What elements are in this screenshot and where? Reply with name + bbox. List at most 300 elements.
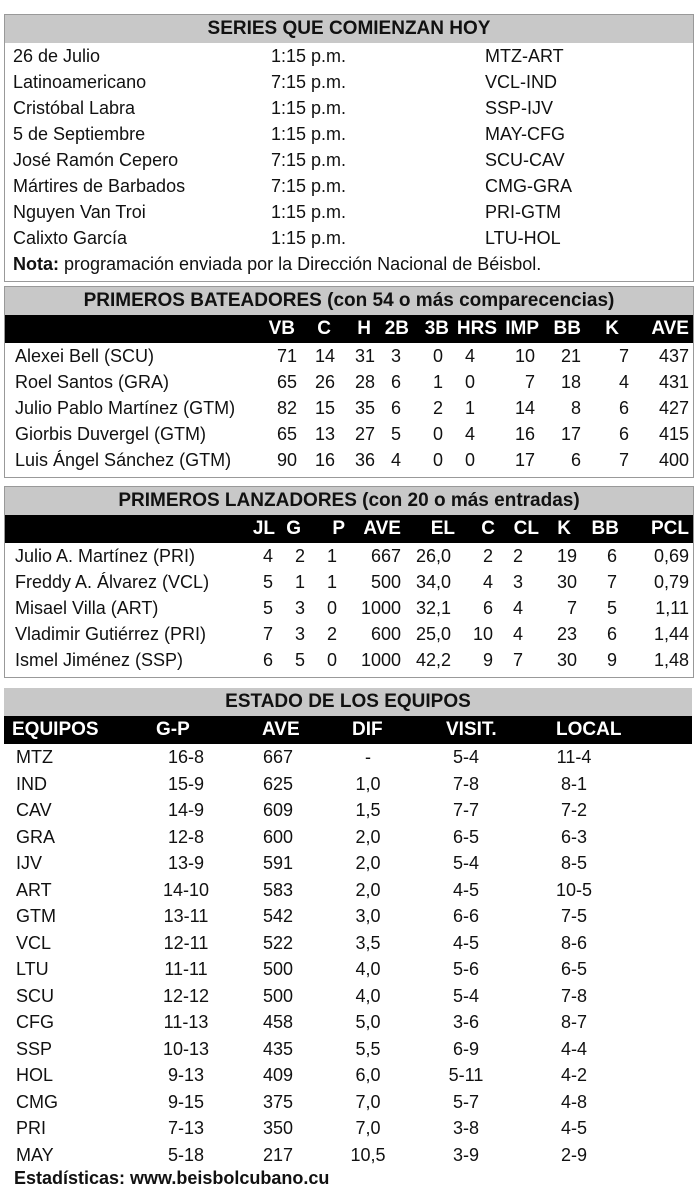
team-g-p: 12-12 bbox=[162, 985, 210, 1006]
team-visit: 7-7 bbox=[452, 800, 479, 820]
team-dif: 7,0 bbox=[355, 1091, 381, 1112]
stat-cl: 4 bbox=[512, 598, 523, 618]
start-time: 1:15 p.m. bbox=[271, 98, 347, 118]
team-local: 8-1 bbox=[560, 773, 587, 794]
pitchers-col-g: G bbox=[286, 518, 301, 539]
pitcher-row bbox=[5, 621, 693, 647]
stat-vb: 82 bbox=[276, 398, 297, 418]
batters-col-imp: IMP bbox=[505, 318, 539, 339]
stat-c: 13 bbox=[314, 424, 335, 444]
team-local: 8-5 bbox=[560, 853, 587, 873]
team-local: 2-9 bbox=[560, 1144, 587, 1165]
team-visit: 6-6 bbox=[452, 906, 479, 926]
stat-jl: 5 bbox=[262, 572, 273, 592]
stadium-name: 26 de Julio bbox=[13, 46, 101, 66]
note-label: Nota: bbox=[13, 254, 59, 274]
standings-col-equipos: EQUIPOS bbox=[12, 719, 99, 740]
stat-vb: 65 bbox=[276, 424, 297, 444]
team-code: IND bbox=[16, 773, 47, 794]
batters-section bbox=[4, 286, 694, 478]
standings-section bbox=[4, 688, 692, 1194]
series-row bbox=[5, 199, 693, 225]
team-row bbox=[4, 1009, 692, 1036]
pitchers-col-cl: CL bbox=[513, 518, 539, 539]
team-g-p: 12-8 bbox=[167, 826, 205, 847]
stat-h: 28 bbox=[354, 372, 375, 392]
team-ave: 667 bbox=[262, 747, 294, 767]
pitchers-section bbox=[4, 486, 694, 678]
stat-k: 7 bbox=[618, 450, 629, 470]
player-name: Freddy A. Álvarez (VCL) bbox=[15, 572, 210, 592]
stat-c: 14 bbox=[314, 346, 335, 366]
team-g-p: 12-11 bbox=[163, 932, 209, 953]
player-name: Julio A. Martínez (PRI) bbox=[15, 546, 196, 566]
team-local: 4-8 bbox=[560, 1091, 587, 1112]
stat-c: 16 bbox=[314, 450, 335, 470]
start-time: 1:15 p.m. bbox=[271, 124, 347, 144]
team-local: 7-2 bbox=[560, 800, 587, 820]
team-visit: 3-8 bbox=[452, 1118, 479, 1138]
stat-bb: 6 bbox=[570, 450, 581, 470]
team-code: CFG bbox=[16, 1012, 54, 1032]
team-g-p: 9-15 bbox=[167, 1091, 205, 1112]
stat-3b: 2 bbox=[432, 398, 443, 418]
stadium-name: José Ramón Cepero bbox=[13, 150, 179, 170]
standings-title: ESTADO DE LOS EQUIPOS bbox=[4, 688, 692, 716]
stat-ave: 1000 bbox=[360, 598, 401, 618]
batters-col-k: K bbox=[605, 318, 619, 339]
stadium-name: Cristóbal Labra bbox=[13, 98, 136, 118]
stat-pcl: 0,69 bbox=[653, 546, 689, 566]
team-code: GRA bbox=[16, 826, 56, 847]
stat-el: 34,0 bbox=[415, 572, 451, 592]
team-local: 6-5 bbox=[560, 959, 587, 979]
player-name: Misael Villa (ART) bbox=[15, 598, 159, 618]
team-ave: 583 bbox=[262, 879, 294, 900]
team-ave: 600 bbox=[262, 826, 294, 847]
stadium-name: 5 de Septiembre bbox=[13, 124, 146, 144]
team-ave: 625 bbox=[262, 773, 294, 794]
stat-k: 30 bbox=[556, 572, 577, 592]
pitchers-title: PRIMEROS LANZADORES (con 20 o más entradas) bbox=[5, 487, 693, 515]
team-g-p: 13-11 bbox=[163, 906, 209, 926]
stat-c: 26 bbox=[314, 372, 335, 392]
series-row bbox=[5, 43, 693, 69]
start-time: 1:15 p.m. bbox=[271, 202, 347, 222]
team-visit: 5-7 bbox=[452, 1091, 479, 1112]
batters-col-ave: AVE bbox=[651, 318, 689, 339]
team-row bbox=[4, 1089, 692, 1116]
team-dif: - bbox=[365, 747, 371, 767]
start-time: 7:15 p.m. bbox=[271, 72, 347, 92]
series-row bbox=[5, 147, 693, 173]
pitchers-col-jl: JL bbox=[252, 518, 275, 539]
team-g-p: 13-9 bbox=[167, 853, 205, 873]
series-title: SERIES QUE COMIENZAN HOY bbox=[5, 15, 693, 43]
team-row bbox=[4, 1142, 692, 1169]
batters-table bbox=[5, 343, 693, 473]
stat-bb: 8 bbox=[570, 398, 581, 418]
pitcher-row bbox=[5, 543, 693, 569]
stat-h: 27 bbox=[354, 424, 375, 444]
team-g-p: 16-8 bbox=[167, 747, 205, 767]
pitcher-row bbox=[5, 595, 693, 621]
team-visit: 5-6 bbox=[452, 959, 479, 979]
team-g-p: 7-13 bbox=[167, 1118, 205, 1138]
standings-col-dif: DIF bbox=[352, 719, 383, 740]
stat-ave: 437 bbox=[658, 346, 689, 366]
stat-k: 7 bbox=[618, 346, 629, 366]
team-local: 4-2 bbox=[560, 1065, 587, 1085]
start-time: 1:15 p.m. bbox=[271, 46, 347, 66]
start-time: 1:15 p.m. bbox=[271, 228, 347, 248]
batter-row bbox=[5, 343, 693, 369]
series-list bbox=[5, 43, 693, 251]
pitchers-col-pcl: PCL bbox=[651, 518, 689, 539]
stat-bb: 7 bbox=[606, 572, 617, 592]
stat-cl: 2 bbox=[512, 546, 523, 566]
stat-2b: 6 bbox=[390, 372, 401, 392]
stat-2b: 5 bbox=[390, 424, 401, 444]
team-dif: 5,0 bbox=[355, 1012, 381, 1032]
team-ave: 500 bbox=[262, 959, 294, 979]
stat-jl: 4 bbox=[262, 546, 273, 566]
team-ave: 609 bbox=[262, 800, 294, 820]
team-local: 11-4 bbox=[556, 747, 592, 767]
stat-p: 1 bbox=[326, 572, 337, 592]
stadium-name: Nguyen Van Troi bbox=[13, 202, 146, 222]
stat-pcl: 1,44 bbox=[653, 624, 689, 644]
pitchers-col-c: C bbox=[481, 518, 495, 539]
team-dif: 2,0 bbox=[355, 879, 381, 900]
team-local: 10-5 bbox=[555, 879, 593, 900]
team-dif: 4,0 bbox=[355, 959, 381, 979]
team-g-p: 9-13 bbox=[167, 1065, 205, 1085]
team-row bbox=[4, 824, 692, 851]
team-dif: 7,0 bbox=[355, 1118, 381, 1138]
team-dif: 1,5 bbox=[355, 800, 381, 820]
player-name: Alexei Bell (SCU) bbox=[15, 346, 155, 366]
stat-hrs: 4 bbox=[464, 346, 475, 366]
stat-k: 4 bbox=[618, 372, 629, 392]
series-note bbox=[5, 251, 693, 277]
stat-p: 0 bbox=[326, 598, 337, 618]
stat-h: 35 bbox=[354, 398, 375, 418]
team-code: VCL bbox=[16, 932, 52, 953]
team-visit: 5-4 bbox=[452, 853, 479, 873]
stat-hrs: 0 bbox=[464, 450, 475, 470]
pitchers-header-row bbox=[5, 515, 693, 543]
team-g-p: 5-18 bbox=[167, 1144, 205, 1165]
team-visit: 4-5 bbox=[452, 879, 479, 900]
stat-imp: 10 bbox=[514, 346, 535, 366]
stat-el: 42,2 bbox=[415, 650, 451, 670]
team-row bbox=[4, 903, 692, 930]
team-g-p: 14-10 bbox=[162, 879, 210, 900]
batters-col-2b: 2B bbox=[384, 318, 409, 339]
stat-p: 0 bbox=[326, 650, 337, 670]
player-name: Julio Pablo Martínez (GTM) bbox=[15, 398, 236, 418]
matchup: MTZ-ART bbox=[485, 46, 564, 66]
stat-2b: 4 bbox=[390, 450, 401, 470]
stat-vb: 65 bbox=[276, 372, 297, 392]
stat-ave: 415 bbox=[658, 424, 689, 444]
stat-ave: 427 bbox=[658, 398, 689, 418]
team-visit: 5-11 bbox=[448, 1065, 484, 1085]
player-name: Giorbis Duvergel (GTM) bbox=[15, 424, 207, 444]
team-visit: 3-6 bbox=[452, 1012, 479, 1032]
team-code: GTM bbox=[16, 906, 56, 926]
team-ave: 522 bbox=[262, 932, 294, 953]
standings-col-visit: VISIT. bbox=[446, 719, 497, 740]
team-dif: 1,0 bbox=[355, 773, 381, 794]
standings-header-row bbox=[4, 716, 692, 744]
stat-pcl: 1,11 bbox=[655, 598, 689, 618]
team-g-p: 15-9 bbox=[167, 773, 205, 794]
matchup: MAY-CFG bbox=[485, 124, 566, 144]
stat-h: 36 bbox=[354, 450, 375, 470]
stat-imp: 14 bbox=[514, 398, 535, 418]
batters-col-3b: 3B bbox=[424, 318, 449, 339]
team-ave: 350 bbox=[262, 1118, 294, 1138]
team-row bbox=[4, 1062, 692, 1089]
series-row bbox=[5, 121, 693, 147]
stadium-name: Mártires de Barbados bbox=[13, 176, 186, 196]
stat-k: 6 bbox=[618, 398, 629, 418]
standings-table bbox=[4, 744, 692, 1168]
stat-vb: 90 bbox=[276, 450, 297, 470]
stat-jl: 5 bbox=[262, 598, 273, 618]
team-visit: 3-9 bbox=[452, 1144, 479, 1165]
matchup: CMG-GRA bbox=[485, 176, 572, 196]
stat-3b: 0 bbox=[432, 450, 443, 470]
stat-3b: 0 bbox=[432, 424, 443, 444]
stat-p: 1 bbox=[326, 546, 337, 566]
team-row bbox=[4, 771, 692, 798]
team-code: CAV bbox=[16, 800, 52, 820]
stat-el: 26,0 bbox=[415, 546, 451, 566]
stat-c: 9 bbox=[482, 650, 493, 670]
team-ave: 435 bbox=[262, 1038, 294, 1059]
stat-g: 3 bbox=[294, 624, 305, 644]
stat-ave: 1000 bbox=[360, 650, 401, 670]
team-visit: 6-5 bbox=[452, 826, 479, 847]
stat-pcl: 1,48 bbox=[653, 650, 689, 670]
team-visit: 4-5 bbox=[452, 932, 479, 953]
stat-jl: 7 bbox=[262, 624, 273, 644]
team-ave: 458 bbox=[262, 1012, 294, 1032]
matchup: SSP-IJV bbox=[485, 98, 554, 118]
team-dif: 4,0 bbox=[355, 985, 381, 1006]
stat-k: 7 bbox=[566, 598, 577, 618]
player-name: Luis Ángel Sánchez (GTM) bbox=[15, 450, 232, 470]
stat-pcl: 0,79 bbox=[653, 572, 689, 592]
team-ave: 217 bbox=[262, 1144, 294, 1165]
stat-vb: 71 bbox=[276, 346, 297, 366]
stat-ave: 431 bbox=[658, 372, 689, 392]
batters-col-h: H bbox=[357, 318, 371, 339]
team-g-p: 11-11 bbox=[164, 959, 208, 979]
pitchers-table bbox=[5, 543, 693, 673]
stat-k: 23 bbox=[556, 624, 577, 644]
team-row bbox=[4, 983, 692, 1010]
team-g-p: 14-9 bbox=[167, 800, 205, 820]
pitchers-col-k: K bbox=[557, 518, 571, 539]
team-local: 4-4 bbox=[560, 1038, 587, 1059]
team-dif: 3,0 bbox=[355, 906, 381, 926]
stat-imp: 16 bbox=[514, 424, 535, 444]
matchup: VCL-IND bbox=[485, 72, 558, 92]
team-code: SSP bbox=[16, 1038, 53, 1059]
team-g-p: 10-13 bbox=[162, 1038, 210, 1059]
batters-title: PRIMEROS BATEADORES (con 54 o más comparecencias) bbox=[5, 287, 693, 315]
team-g-p: 11-13 bbox=[163, 1012, 209, 1032]
team-code: LTU bbox=[16, 959, 49, 979]
team-visit: 6-9 bbox=[452, 1038, 479, 1059]
stat-k: 19 bbox=[556, 546, 577, 566]
stat-3b: 1 bbox=[432, 372, 443, 392]
team-row bbox=[4, 956, 692, 983]
batters-col-vb: VB bbox=[268, 318, 295, 339]
team-local: 8-6 bbox=[560, 932, 587, 953]
stat-ave: 667 bbox=[370, 546, 401, 566]
stat-bb: 9 bbox=[606, 650, 617, 670]
matchup: PRI-GTM bbox=[485, 202, 561, 222]
team-local: 7-8 bbox=[560, 985, 587, 1006]
stat-jl: 6 bbox=[262, 650, 273, 670]
team-row bbox=[4, 877, 692, 904]
series-row bbox=[5, 173, 693, 199]
team-ave: 500 bbox=[262, 985, 294, 1006]
stat-bb: 5 bbox=[606, 598, 617, 618]
team-ave: 375 bbox=[262, 1091, 294, 1112]
player-name: Ismel Jiménez (SSP) bbox=[15, 650, 184, 670]
batter-row bbox=[5, 447, 693, 473]
team-local: 4-5 bbox=[560, 1118, 587, 1138]
stat-g: 5 bbox=[294, 650, 305, 670]
stat-c: 10 bbox=[472, 624, 493, 644]
start-time: 7:15 p.m. bbox=[271, 150, 347, 170]
team-visit: 5-4 bbox=[452, 747, 479, 767]
stat-bb: 17 bbox=[560, 424, 581, 444]
stat-g: 3 bbox=[294, 598, 305, 618]
team-dif: 3,5 bbox=[355, 932, 381, 953]
stat-ave: 500 bbox=[370, 572, 401, 592]
stat-k: 6 bbox=[618, 424, 629, 444]
team-row bbox=[4, 1036, 692, 1063]
stat-bb: 6 bbox=[606, 546, 617, 566]
player-name: Roel Santos (GRA) bbox=[15, 372, 170, 392]
team-row bbox=[4, 850, 692, 877]
stat-el: 32,1 bbox=[415, 598, 451, 618]
stat-3b: 0 bbox=[432, 346, 443, 366]
batters-col-bb: BB bbox=[553, 318, 581, 339]
team-code: MAY bbox=[16, 1144, 54, 1165]
team-code: MTZ bbox=[16, 747, 53, 767]
batters-col-c: C bbox=[317, 318, 331, 339]
standings-col-ave: AVE bbox=[262, 719, 300, 740]
team-code: PRI bbox=[16, 1118, 47, 1138]
stat-imp: 17 bbox=[514, 450, 535, 470]
stat-ave: 600 bbox=[370, 624, 401, 644]
stat-cl: 7 bbox=[512, 650, 523, 670]
team-row bbox=[4, 797, 692, 824]
start-time: 7:15 p.m. bbox=[271, 176, 347, 196]
series-row bbox=[5, 69, 693, 95]
team-local: 7-5 bbox=[560, 906, 587, 926]
note-text: programación enviada por la Dirección Nacional de Béisbol. bbox=[59, 254, 542, 274]
standings-col-g-p: G-P bbox=[156, 719, 190, 740]
stat-2b: 3 bbox=[390, 346, 401, 366]
team-code: CMG bbox=[16, 1091, 58, 1112]
team-dif: 10,5 bbox=[350, 1144, 386, 1165]
stat-imp: 7 bbox=[524, 372, 535, 392]
stat-c: 15 bbox=[314, 398, 335, 418]
stat-bb: 21 bbox=[560, 346, 581, 366]
team-dif: 5,5 bbox=[355, 1038, 381, 1059]
team-row bbox=[4, 1115, 692, 1142]
team-code: SCU bbox=[16, 985, 55, 1006]
footer-credit: Estadísticas: www.beisbolcubano.cu bbox=[14, 1168, 330, 1188]
stat-hrs: 4 bbox=[464, 424, 475, 444]
team-ave: 542 bbox=[262, 906, 294, 926]
stat-bb: 6 bbox=[606, 624, 617, 644]
pitchers-col-bb: BB bbox=[591, 518, 619, 539]
stat-bb: 18 bbox=[560, 372, 581, 392]
team-visit: 7-8 bbox=[452, 773, 479, 794]
matchup: LTU-HOL bbox=[485, 228, 561, 248]
series-row bbox=[5, 95, 693, 121]
team-code: ART bbox=[16, 879, 52, 900]
stat-ave: 400 bbox=[658, 450, 689, 470]
stat-cl: 4 bbox=[512, 624, 523, 644]
player-name: Vladimir Gutiérrez (PRI) bbox=[15, 624, 207, 644]
stat-k: 30 bbox=[556, 650, 577, 670]
stat-g: 1 bbox=[294, 572, 305, 592]
stat-hrs: 0 bbox=[464, 372, 475, 392]
team-local: 6-3 bbox=[560, 826, 587, 847]
team-local: 8-7 bbox=[560, 1012, 587, 1032]
stat-h: 31 bbox=[354, 346, 375, 366]
batter-row bbox=[5, 421, 693, 447]
pitchers-col-ave: AVE bbox=[363, 518, 401, 539]
team-dif: 2,0 bbox=[355, 853, 381, 873]
series-row bbox=[5, 225, 693, 251]
series-section bbox=[4, 14, 694, 282]
team-ave: 591 bbox=[262, 853, 294, 873]
team-code: IJV bbox=[16, 853, 43, 873]
stat-p: 2 bbox=[326, 624, 337, 644]
stat-c: 4 bbox=[482, 572, 493, 592]
matchup: SCU-CAV bbox=[485, 150, 565, 170]
stat-cl: 3 bbox=[512, 572, 523, 592]
pitcher-row bbox=[5, 647, 693, 673]
pitcher-row bbox=[5, 569, 693, 595]
stat-c: 6 bbox=[482, 598, 493, 618]
stat-el: 25,0 bbox=[415, 624, 451, 644]
batter-row bbox=[5, 369, 693, 395]
team-visit: 5-4 bbox=[452, 985, 479, 1006]
team-row bbox=[4, 744, 692, 771]
pitchers-col-el: EL bbox=[430, 518, 455, 539]
batters-col-hrs: HRS bbox=[456, 318, 497, 339]
pitchers-col-p: P bbox=[332, 518, 345, 539]
stadium-name: Calixto García bbox=[13, 228, 128, 248]
batter-row bbox=[5, 395, 693, 421]
team-dif: 6,0 bbox=[355, 1065, 381, 1085]
stat-c: 2 bbox=[482, 546, 493, 566]
standings-col-local: LOCAL bbox=[556, 719, 622, 740]
